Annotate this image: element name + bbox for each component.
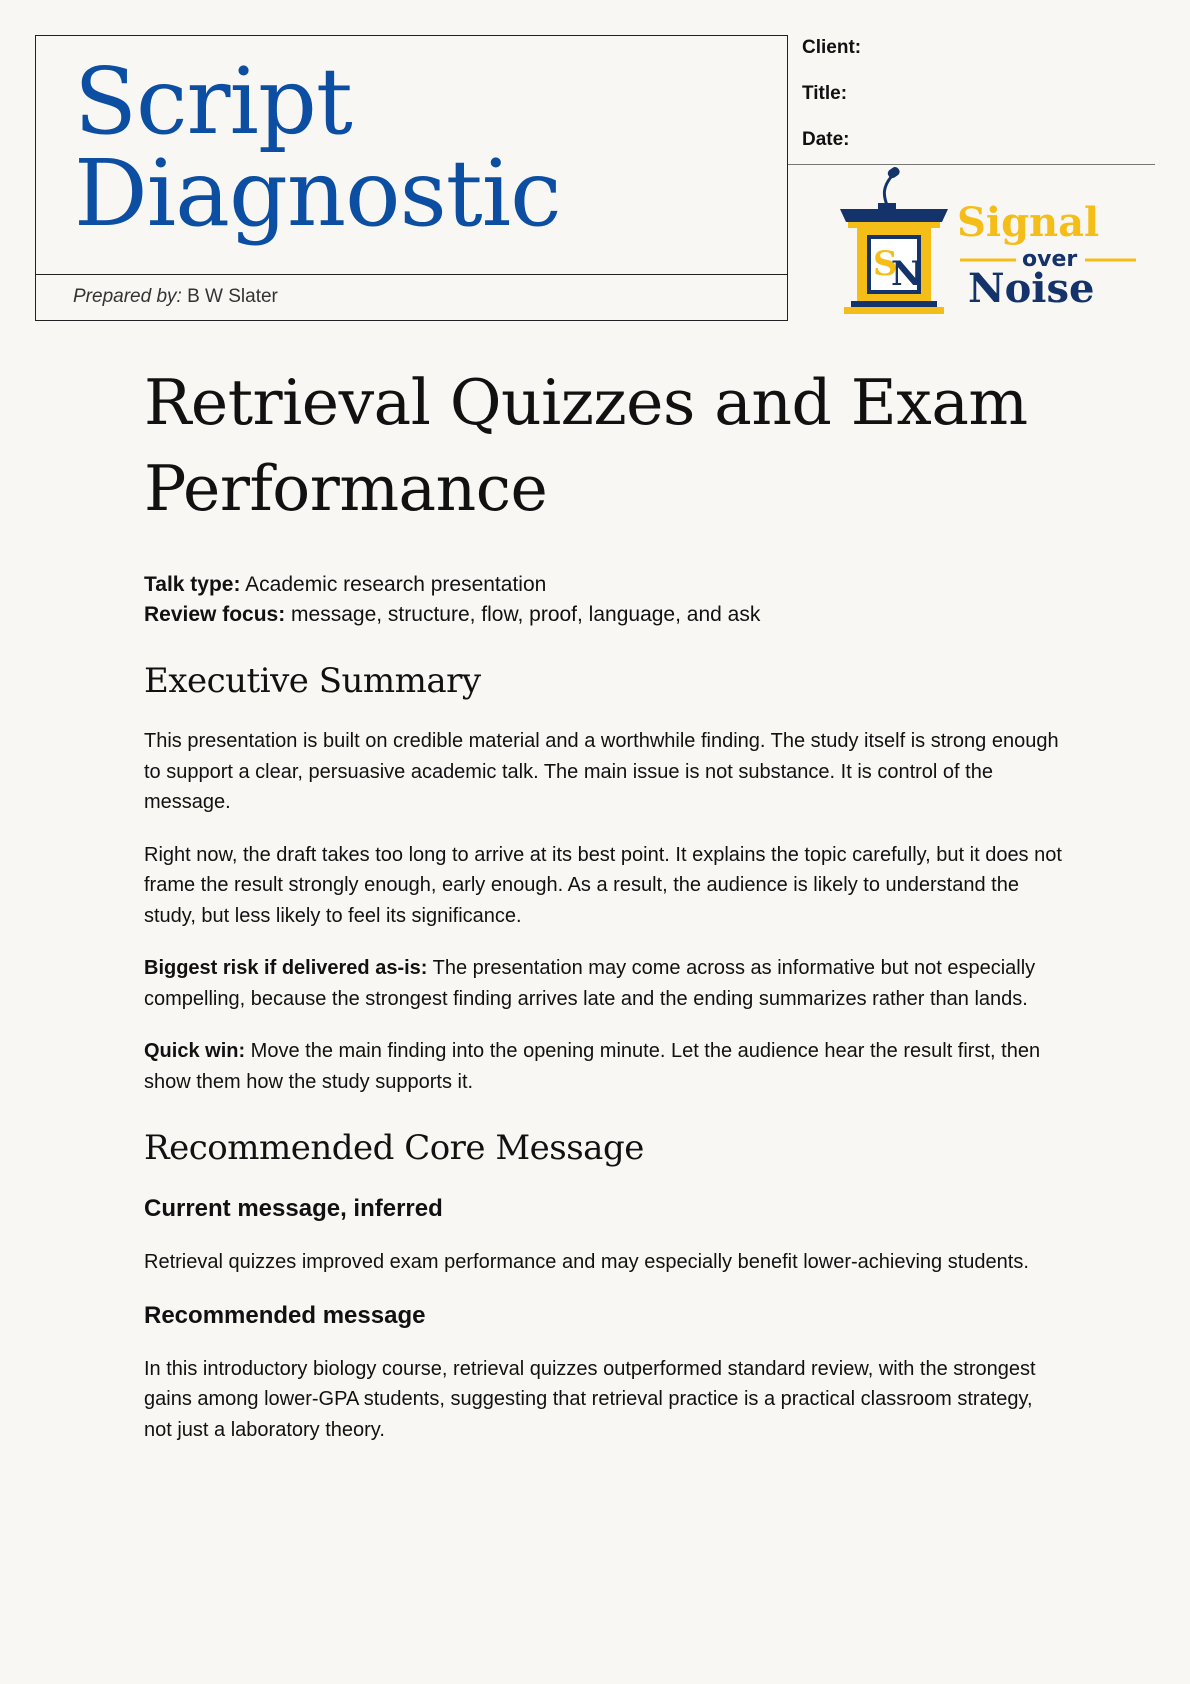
report-title-line1: Script [74,48,352,155]
quick-win-label: Quick win: [144,1040,246,1062]
biggest-risk-label: Biggest risk if delivered as-is: [144,957,428,979]
talk-type-label: Talk type: [144,573,241,596]
summary-paragraph-2: Right now, the draft takes too long to arrive at its best point. It explains the topic carefully, but it does not frame the result strongly enough, early enough. As a result, the audience is likely to understand the study, but less likely to feel its significance. [144,843,1062,927]
logo-word-noise: Noise [968,265,1095,312]
summary-paragraph-1: This presentation is built on credible material and a worthwhile finding. The study itself is strong enough to support a clear, persuasive academic talk. The main issue is not substance. It is control of the message. [144,730,1059,813]
current-message-heading: Current message, inferred [144,1195,443,1222]
talk-type [144,570,1064,600]
quick-win-text: Move the main finding into the opening minute. Let the audience hear the result first, then show them how the study supports it. [144,1040,1041,1093]
signal-over-noise-logo [836,165,1136,325]
quick-win [144,1036,1064,1097]
prepared-by-label: Prepared by: [73,286,182,307]
document-body [144,360,1064,1467]
recommended-message-text: In this introductory biology course, retrieval quizzes outperformed standard review, with the strongest gains among lower-GPA students, suggesting that retrieval practice is a practical classroom strategy, not just a laboratory theory. [144,1357,1036,1441]
logo-word-signal: Signal [957,199,1100,246]
logo-monogram-s: S [873,244,898,284]
executive-summary-heading: Executive Summary [144,661,481,701]
logo-word-over: over [1022,247,1078,272]
biggest-risk [144,953,1064,1014]
title-label: Title: [802,83,848,104]
current-message-text: Retrieval quizzes improved exam performance and may especially benefit lower-achieving students. [144,1251,1029,1273]
review-focus-value: message, structure, flow, proof, language, and ask [285,603,761,626]
date-label: Date: [802,129,850,150]
biggest-risk-text: The presentation may come across as informative but not especially compelling, because the strongest finding arrives late and the ending summarizes rather than lands. [144,957,1036,1010]
prepared-by-name: B W Slater [181,286,278,307]
report-title [74,48,561,247]
client-label: Client: [802,37,862,58]
review-focus-label: Review focus: [144,603,286,626]
report-title-line2: Diagnostic [74,140,561,247]
logo-monogram-n: N [891,254,923,294]
recommended-message-heading: Recommended message [144,1301,426,1329]
talk-type-value: Academic research presentation [240,573,547,596]
document-title: Retrieval Quizzes and Exam Performance [144,366,1028,525]
prepared-by [36,274,787,320]
meta-fields [802,34,1154,172]
title-box [35,35,788,321]
talk-info [144,570,1064,630]
core-message-heading: Recommended Core Message [144,1128,644,1168]
review-focus [144,600,1064,630]
